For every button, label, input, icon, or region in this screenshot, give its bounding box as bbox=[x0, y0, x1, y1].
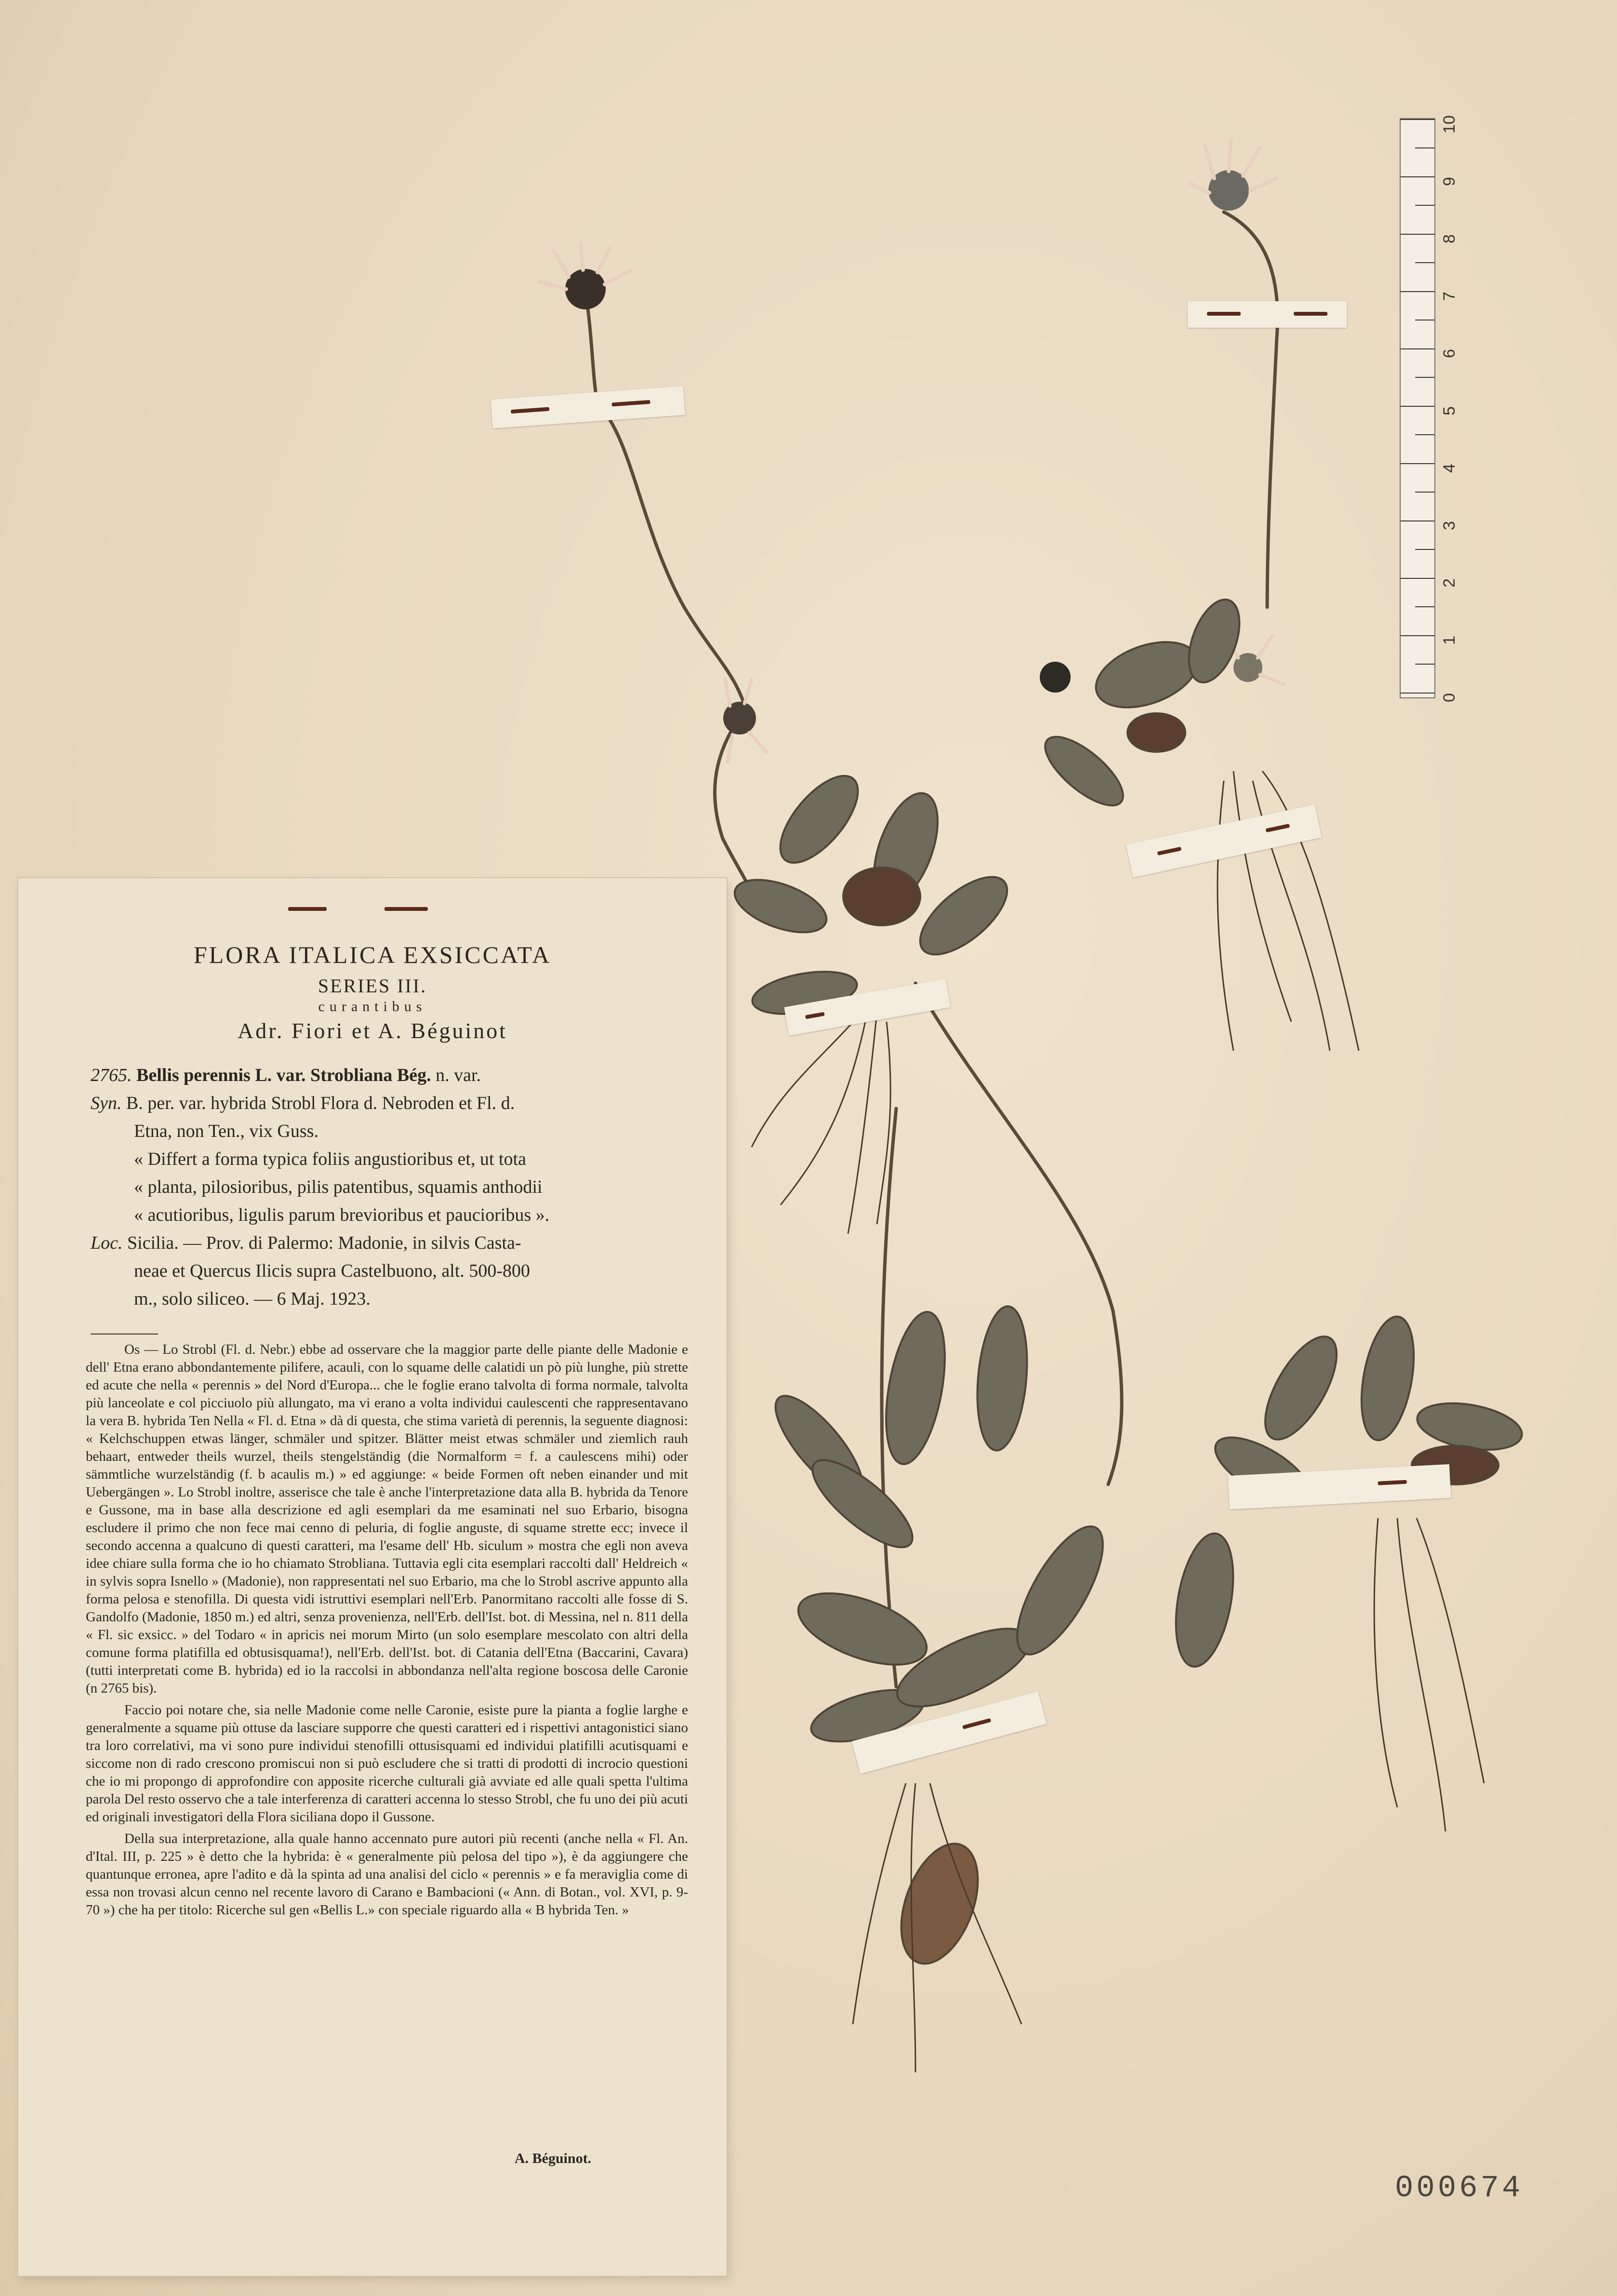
label-title: FLORA ITALICA EXSICCATA bbox=[193, 941, 552, 968]
species-suffix: n. var. bbox=[436, 1065, 481, 1085]
ruler-label: 9 bbox=[1440, 177, 1458, 186]
locality-line: neae et Quercus Ilicis supra Castelbuono, alt. 500-800 bbox=[134, 1261, 530, 1281]
specimen-label bbox=[18, 878, 727, 2276]
ruler-label: 10 bbox=[1440, 115, 1458, 133]
synonym-line: B. per. var. hybrida Strobl Flora d. Nebroden et Fl. d. bbox=[126, 1093, 515, 1113]
notes-paragraph: Della sua interpretazione, alla quale hanno accennato pure autori più recenti (anche nella « Fl. An. d'Ital. III, p. 225 » è detto che la hybrida: è « generalmente più pelosa del tipo »), è da aggiungere che quantunque erronea, apre l'adito e dà la spinta ad una analisi del ciclo « perennis » e fa meraviglia come di essa non trovasi alcun cenno nel recente lavoro di Carano e Bambacioni (« Ann. di Botan., vol. XVI, p. 9-70 ») che ha per titolo: Ricerche sul gen «Bellis L.» con speciale riguardo alla « B hybrida Ten. » bbox=[86, 1831, 688, 1918]
diagnosis-line: « planta, pilosioribus, pilis patentibus, squamis anthodii bbox=[134, 1177, 543, 1197]
notes-paragraph: Faccio poi notare che, sia nelle Madonie come nelle Caronie, esiste pure la pianta a foglie larghe e generalmente a squame più ottuse da lasciare supporre che questi caratteri ed i rispettivi antagonistici siano tra loro correlativi, ma vi sono pure individui stenofilli ottusisquami ed individui platifilli acutisquami e siccome non di rado crescono promiscui non si può escludere che si tratti di prodotti di incrocio questioni che io mi propongo di approfondire con apposite ricerche culturali già avviate ed alle quali spetta l'ultima parola Del resto osservo che a tale interferenza di caratteri accenna lo stesso Strobl, che fu uno dei più acuti ed originali investigatori della Flora siciliana dopo il Gussone. bbox=[86, 1702, 688, 1825]
species-name: Bellis perennis L. var. Strobliana Bég. bbox=[136, 1065, 431, 1085]
divider bbox=[91, 1334, 158, 1335]
label-series: SERIES III. bbox=[318, 975, 427, 997]
entry-number: 2765. bbox=[91, 1065, 132, 1085]
ruler-label: 8 bbox=[1440, 234, 1458, 243]
ruler-label: 6 bbox=[1440, 349, 1458, 358]
ruler-label: 0 bbox=[1440, 693, 1458, 702]
label-curantibus: curantibus bbox=[318, 999, 427, 1015]
ruler-label: 3 bbox=[1440, 521, 1458, 530]
ruler-label: 1 bbox=[1440, 636, 1458, 645]
ruler-label: 2 bbox=[1440, 578, 1458, 587]
ruler-label: 5 bbox=[1440, 406, 1458, 415]
loc-prefix: Loc. bbox=[91, 1233, 123, 1253]
flower-head-3 bbox=[723, 680, 766, 761]
specimen-number: 000674 bbox=[1395, 2171, 1524, 2206]
label-pin bbox=[288, 907, 442, 917]
label-editors: Adr. Fiori et A. Béguinot bbox=[238, 1018, 507, 1043]
label-notes bbox=[86, 1341, 688, 1923]
scale-ruler bbox=[1400, 115, 1458, 702]
diagnosis-line: « Differt a forma typica foliis angustioribus et, ut tota bbox=[134, 1149, 526, 1169]
locality-line: m., solo siliceo. — 6 Maj. 1923. bbox=[134, 1289, 371, 1309]
syn-prefix: Syn. bbox=[91, 1093, 122, 1113]
synonym-line: Etna, non Ten., vix Guss. bbox=[134, 1121, 318, 1141]
ruler-label: 4 bbox=[1440, 464, 1458, 473]
label-entry bbox=[91, 1061, 688, 1313]
flower-head-2 bbox=[1190, 140, 1277, 211]
mounting-strip bbox=[1188, 301, 1347, 328]
label-signature: A. Béguinot. bbox=[515, 2150, 592, 2166]
notes-paragraph: Os — Lo Strobl (Fl. d. Nebr.) ebbe ad osservare che la maggior parte delle piante delle Madonie e dell' Etna erano abbondantemente pilifere, acauli, con lo squame delle calatidi un pò più lunghe, più strette ed acute che nella « perennis » del Nord d'Europa... che le foglie erano talvolta di forma normale, talvolta più lanceolate e col picciuolo più allungato, ma vi erano a volta individui caulescenti che rappresentavano la vera B. hybrida Ten Nella « Fl. d. Etna » dà di questa, che stima varietà di perennis, la seguente diagnosi: « Kelchschuppen etwas länger, schmäler und spitzer. Blätter meist etwas schmäler und ziemlich rauh behaart, entweder theils wurzel, theils stengelständig (die Normalform = f. a caulescens mihi) oder sämmtliche wurzelständig (f. b acaulis m.) » ed aggiunge: « beide Formen oft neben einander und mit Uebergängen ». Lo Strobl inoltre, asserisce che tale è anche l'interpretazione data alla B. hybrida da Tenore e Gussone, ma in base alla descrizione ed agli esemplari da me esaminati nel suo Erbario, bisogna escludere il primo che non fece mai cenno di peluria, di foglie anguste, di squame strette ecc; invece il secondo accenna a qualcuno di questi caratteri, ma l'esame dell' Hb. siculum » mostra che egli non aveva idee chiare sulla forma che io ho chiamato Strobliana. Tuttavia egli cita esemplari raccolti dall' Heldreich « in sylvis sopra Isnello » (Madonie), non rappresentati nel suo Erbario, ma che lo Strobl ascrive appunto alla forma pelosa e stenofilla. Di questa vidi istruttivi esemplari nell'Erb. Panormitano raccolti alle fosse di S. Gandolfo (Madonie, 1850 m.) ed altri, senza provenienza, nell'Erb. dell'Ist. bot. di Messina, nel n. 811 della « Fl. sic exsicc. » del Todaro « in apricis nei morum Mirto (un solo esemplare mescolato con altri della comune forma platifilla ed obtusisquama!), nell'Erb. dell'Ist. bot. di Catania dell'Etna (Baccarini, Cavara) (tutti interpretati come B. hybrida) ed io la raccolsi in abbondanza nell'alta regione boscosa delle Caronie (n 2765 bis). bbox=[86, 1342, 688, 1696]
diagnosis-line: « acutioribus, ligulis parum brevioribus et paucioribus ». bbox=[134, 1205, 550, 1225]
flower-head-1 bbox=[540, 243, 631, 309]
locality-line: Sicilia. — Prov. di Palermo: Madonie, in silvis Casta- bbox=[127, 1233, 521, 1253]
ruler-label: 7 bbox=[1440, 292, 1458, 301]
